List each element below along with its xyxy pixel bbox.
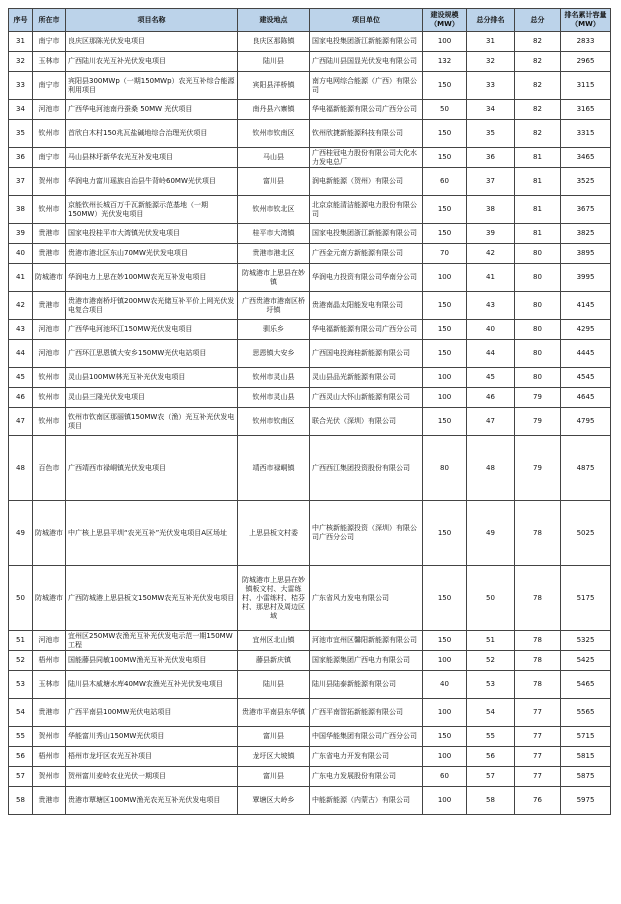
cell-city: 钦州市 — [33, 120, 66, 148]
cell-scale: 100 — [423, 264, 467, 292]
cell-score: 80 — [515, 264, 561, 292]
cell-cumulative: 3675 — [561, 196, 611, 224]
cell-rank: 50 — [467, 566, 515, 631]
table-row — [9, 120, 611, 148]
table-row — [9, 436, 611, 501]
cell-rank: 35 — [467, 120, 515, 148]
cell-score: 82 — [515, 120, 561, 148]
cell-no: 31 — [9, 32, 33, 52]
table-row — [9, 32, 611, 52]
cell-company: 广西桂冠电力股份有限公司大化水力发电总厂 — [310, 148, 423, 168]
cell-cumulative: 5975 — [561, 787, 611, 815]
cell-score: 81 — [515, 196, 561, 224]
cell-rank: 54 — [467, 699, 515, 727]
cell-city: 防城港市 — [33, 501, 66, 566]
cell-name: 广西陆川农光互补光伏发电项目 — [66, 52, 238, 72]
cell-location: 钦州市灵山县 — [238, 368, 310, 388]
cell-rank: 48 — [467, 436, 515, 501]
project-ranking-table — [8, 8, 611, 815]
cell-score: 82 — [515, 72, 561, 100]
cell-name: 广西平南县100MW光伏电站项目 — [66, 699, 238, 727]
cell-scale: 60 — [423, 168, 467, 196]
header-city: 所在市 — [33, 9, 66, 32]
cell-rank: 53 — [467, 671, 515, 699]
cell-no: 38 — [9, 196, 33, 224]
cell-company: 广西西江集团投资股份有限公司 — [310, 436, 423, 501]
cell-name: 广西环江思恩镇大安乡150MW光伏电站项目 — [66, 340, 238, 368]
cell-company: 华电福新能源有限公司广西分公司 — [310, 100, 423, 120]
cell-score: 78 — [515, 671, 561, 699]
cell-company: 中能新能源（内蒙古）有限公司 — [310, 787, 423, 815]
cell-cumulative: 3895 — [561, 244, 611, 264]
cell-name: 贵港市港北区东山70MW光伏发电项目 — [66, 244, 238, 264]
cell-location: 富川县 — [238, 168, 310, 196]
cell-no: 58 — [9, 787, 33, 815]
header-location: 建设地点 — [238, 9, 310, 32]
cell-no: 42 — [9, 292, 33, 320]
cell-name: 国能藤县同敏100MW渔光互补光伏发电项目 — [66, 651, 238, 671]
cell-rank: 36 — [467, 148, 515, 168]
table-row — [9, 368, 611, 388]
cell-cumulative: 5465 — [561, 671, 611, 699]
cell-company: 广西国电投海桂新能源有限公司 — [310, 340, 423, 368]
cell-scale: 80 — [423, 436, 467, 501]
cell-scale: 100 — [423, 651, 467, 671]
cell-cumulative: 3465 — [561, 148, 611, 168]
cell-scale: 100 — [423, 747, 467, 767]
cell-city: 南宁市 — [33, 148, 66, 168]
cell-scale: 60 — [423, 767, 467, 787]
cell-score: 77 — [515, 727, 561, 747]
cell-location: 贵港市港北区 — [238, 244, 310, 264]
cell-name: 广西靖西市禄峒镇光伏发电项目 — [66, 436, 238, 501]
cell-no: 48 — [9, 436, 33, 501]
cell-city: 南宁市 — [33, 32, 66, 52]
cell-name: 梧州市龙圩区农光互补项目 — [66, 747, 238, 767]
cell-location: 宾阳县洋桥镇 — [238, 72, 310, 100]
cell-cumulative: 5875 — [561, 767, 611, 787]
cell-name: 华能富川秀山150MW光伏项目 — [66, 727, 238, 747]
cell-rank: 57 — [467, 767, 515, 787]
cell-cumulative: 5175 — [561, 566, 611, 631]
cell-scale: 150 — [423, 631, 467, 651]
cell-no: 52 — [9, 651, 33, 671]
cell-rank: 33 — [467, 72, 515, 100]
table-row — [9, 320, 611, 340]
cell-score: 77 — [515, 767, 561, 787]
cell-no: 37 — [9, 168, 33, 196]
cell-no: 40 — [9, 244, 33, 264]
cell-scale: 150 — [423, 320, 467, 340]
table-row — [9, 224, 611, 244]
cell-cumulative: 3995 — [561, 264, 611, 292]
cell-scale: 150 — [423, 196, 467, 224]
cell-scale: 50 — [423, 100, 467, 120]
table-row — [9, 699, 611, 727]
cell-city: 玉林市 — [33, 52, 66, 72]
table-row — [9, 767, 611, 787]
cell-location: 陆川县 — [238, 671, 310, 699]
cell-company: 华电福新能源有限公司广西分公司 — [310, 320, 423, 340]
cell-rank: 43 — [467, 292, 515, 320]
cell-company: 国家电投集团浙江新能源有限公司 — [310, 32, 423, 52]
cell-location: 宜州区北山镇 — [238, 631, 310, 651]
cell-location: 防城港市上思县在妙镇板文村、大雷练村、小雷练村、桔芬村、那思村及周边区域 — [238, 566, 310, 631]
cell-score: 82 — [515, 32, 561, 52]
cell-company: 广东省风力发电有限公司 — [310, 566, 423, 631]
cell-cumulative: 3165 — [561, 100, 611, 120]
cell-company: 国家能源集团广西电力有限公司 — [310, 651, 423, 671]
header-cumulative: 排名累计容量（MW） — [561, 9, 611, 32]
cell-company: 北京京能清洁能源电力股份有限公司 — [310, 196, 423, 224]
cell-no: 46 — [9, 388, 33, 408]
cell-name: 良庆区那陈光伏发电项目 — [66, 32, 238, 52]
cell-no: 49 — [9, 501, 33, 566]
cell-cumulative: 3315 — [561, 120, 611, 148]
cell-name: 宾阳县300MWp（一期150MWp）农光互补综合能源利用项目 — [66, 72, 238, 100]
cell-location: 富川县 — [238, 727, 310, 747]
cell-rank: 55 — [467, 727, 515, 747]
cell-location: 马山县 — [238, 148, 310, 168]
cell-cumulative: 3825 — [561, 224, 611, 244]
header-rank: 总分排名 — [467, 9, 515, 32]
cell-no: 34 — [9, 100, 33, 120]
cell-scale: 150 — [423, 72, 467, 100]
table-row — [9, 148, 611, 168]
cell-cumulative: 5815 — [561, 747, 611, 767]
cell-company: 灵山县品光新能源有限公司 — [310, 368, 423, 388]
cell-cumulative: 5425 — [561, 651, 611, 671]
cell-cumulative: 5025 — [561, 501, 611, 566]
header-company: 项目单位 — [310, 9, 423, 32]
cell-rank: 46 — [467, 388, 515, 408]
cell-location: 藤县新庆镇 — [238, 651, 310, 671]
cell-cumulative: 2833 — [561, 32, 611, 52]
cell-scale: 150 — [423, 727, 467, 747]
cell-scale: 150 — [423, 408, 467, 436]
cell-city: 钦州市 — [33, 196, 66, 224]
table-row — [9, 631, 611, 651]
header-name: 项目名称 — [66, 9, 238, 32]
cell-no: 45 — [9, 368, 33, 388]
table-row — [9, 72, 611, 100]
cell-city: 贵港市 — [33, 787, 66, 815]
cell-city: 河池市 — [33, 340, 66, 368]
cell-scale: 150 — [423, 120, 467, 148]
cell-rank: 31 — [467, 32, 515, 52]
cell-name: 灵山县三隆光伏发电项目 — [66, 388, 238, 408]
cell-company: 国家电投集团浙江新能源有限公司 — [310, 224, 423, 244]
cell-city: 河池市 — [33, 631, 66, 651]
cell-no: 54 — [9, 699, 33, 727]
cell-score: 79 — [515, 388, 561, 408]
cell-rank: 49 — [467, 501, 515, 566]
cell-name: 广西防城港上思县板文150MW农光互补光伏发电项目 — [66, 566, 238, 631]
cell-no: 56 — [9, 747, 33, 767]
cell-no: 35 — [9, 120, 33, 148]
cell-city: 贵港市 — [33, 224, 66, 244]
cell-no: 55 — [9, 727, 33, 747]
cell-rank: 42 — [467, 244, 515, 264]
cell-name: 华润电力富川瑶族自治县牛背岭60MW光伏项目 — [66, 168, 238, 196]
cell-scale: 70 — [423, 244, 467, 264]
cell-name: 华润电力上思在妙100MW农光互补发电项目 — [66, 264, 238, 292]
cell-rank: 41 — [467, 264, 515, 292]
cell-name: 广西华电河池南丹蚕桑 50MW 光伏项目 — [66, 100, 238, 120]
table-row — [9, 727, 611, 747]
cell-scale: 100 — [423, 388, 467, 408]
cell-rank: 34 — [467, 100, 515, 120]
cell-city: 贺州市 — [33, 168, 66, 196]
cell-city: 钦州市 — [33, 408, 66, 436]
cell-score: 78 — [515, 651, 561, 671]
table-row — [9, 651, 611, 671]
cell-scale: 150 — [423, 224, 467, 244]
table-row — [9, 168, 611, 196]
cell-scale: 150 — [423, 566, 467, 631]
cell-location: 桂平市大湾镇 — [238, 224, 310, 244]
cell-score: 77 — [515, 747, 561, 767]
cell-city: 百色市 — [33, 436, 66, 501]
cell-no: 53 — [9, 671, 33, 699]
cell-scale: 150 — [423, 340, 467, 368]
cell-scale: 40 — [423, 671, 467, 699]
cell-city: 贵港市 — [33, 244, 66, 264]
cell-rank: 58 — [467, 787, 515, 815]
cell-city: 梧州市 — [33, 747, 66, 767]
cell-no: 36 — [9, 148, 33, 168]
cell-city: 防城港市 — [33, 264, 66, 292]
cell-city: 贵港市 — [33, 699, 66, 727]
cell-location: 富川县 — [238, 767, 310, 787]
cell-score: 82 — [515, 100, 561, 120]
table-row — [9, 264, 611, 292]
table-row — [9, 388, 611, 408]
cell-name: 贵港市覃塘区100MW渔光农光互补光伏发电项目 — [66, 787, 238, 815]
cell-city: 梧州市 — [33, 651, 66, 671]
cell-score: 77 — [515, 699, 561, 727]
cell-no: 33 — [9, 72, 33, 100]
cell-scale: 100 — [423, 699, 467, 727]
cell-name: 钦州市钦南区那丽镇150MW农（渔）光互补光伏发电项目 — [66, 408, 238, 436]
cell-cumulative: 4795 — [561, 408, 611, 436]
cell-score: 81 — [515, 148, 561, 168]
cell-location: 钦州市钦南区 — [238, 408, 310, 436]
table-row — [9, 340, 611, 368]
cell-location: 贵港市平南县东华镇 — [238, 699, 310, 727]
cell-location: 陆川县 — [238, 52, 310, 72]
cell-company: 钦州欣捷新能源科技有限公司 — [310, 120, 423, 148]
table-row — [9, 244, 611, 264]
cell-score: 81 — [515, 168, 561, 196]
cell-no: 32 — [9, 52, 33, 72]
cell-cumulative: 4875 — [561, 436, 611, 501]
cell-name: 陆川县木威塘水库40MW农渔光互补光伏发电项目 — [66, 671, 238, 699]
cell-scale: 150 — [423, 292, 467, 320]
cell-score: 76 — [515, 787, 561, 815]
cell-location: 钦州市灵山县 — [238, 388, 310, 408]
table-row — [9, 196, 611, 224]
cell-no: 51 — [9, 631, 33, 651]
cell-cumulative: 4295 — [561, 320, 611, 340]
cell-cumulative: 5715 — [561, 727, 611, 747]
cell-location: 防城港市上思县在妙镇 — [238, 264, 310, 292]
cell-rank: 45 — [467, 368, 515, 388]
cell-location: 上思县板文村委 — [238, 501, 310, 566]
cell-no: 43 — [9, 320, 33, 340]
table-row — [9, 787, 611, 815]
cell-rank: 56 — [467, 747, 515, 767]
cell-city: 贵港市 — [33, 292, 66, 320]
cell-no: 41 — [9, 264, 33, 292]
cell-location: 钦州市钦北区 — [238, 196, 310, 224]
table-row — [9, 501, 611, 566]
cell-score: 80 — [515, 244, 561, 264]
cell-cumulative: 3115 — [561, 72, 611, 100]
cell-no: 50 — [9, 566, 33, 631]
cell-scale: 150 — [423, 501, 467, 566]
cell-rank: 40 — [467, 320, 515, 340]
cell-name: 国家电投桂平市大湾镇光伏发电项目 — [66, 224, 238, 244]
cell-city: 贺州市 — [33, 727, 66, 747]
cell-location: 思恩镇大安乡 — [238, 340, 310, 368]
cell-score: 82 — [515, 52, 561, 72]
cell-score: 79 — [515, 436, 561, 501]
cell-company: 河池市宜州区馨阳新能源有限公司 — [310, 631, 423, 651]
cell-scale: 100 — [423, 32, 467, 52]
cell-cumulative: 2965 — [561, 52, 611, 72]
cell-rank: 32 — [467, 52, 515, 72]
cell-cumulative: 5565 — [561, 699, 611, 727]
cell-rank: 37 — [467, 168, 515, 196]
table-row — [9, 671, 611, 699]
cell-company: 中国华能集团有限公司广西分公司 — [310, 727, 423, 747]
cell-location: 龙圩区大坡镇 — [238, 747, 310, 767]
cell-location: 靖西市禄峒镇 — [238, 436, 310, 501]
cell-city: 防城港市 — [33, 566, 66, 631]
cell-company: 南方电网综合能源（广西）有限公司 — [310, 72, 423, 100]
cell-score: 80 — [515, 368, 561, 388]
table-body — [9, 32, 611, 815]
cell-score: 81 — [515, 224, 561, 244]
cell-company: 润电新能源（贺州）有限公司 — [310, 168, 423, 196]
cell-company: 广西金元南方新能源有限公司 — [310, 244, 423, 264]
cell-rank: 39 — [467, 224, 515, 244]
cell-company: 华润电力投资有限公司华南分公司 — [310, 264, 423, 292]
cell-location: 驯乐乡 — [238, 320, 310, 340]
table-header-row — [9, 9, 611, 32]
cell-company: 广西灵山大怀山新能源有限公司 — [310, 388, 423, 408]
cell-location: 钦州市钦南区 — [238, 120, 310, 148]
cell-cumulative: 4445 — [561, 340, 611, 368]
table-row — [9, 52, 611, 72]
cell-scale: 100 — [423, 787, 467, 815]
cell-scale: 150 — [423, 148, 467, 168]
cell-score: 80 — [515, 320, 561, 340]
cell-score: 80 — [515, 292, 561, 320]
cell-company: 广东电力发展股份有限公司 — [310, 767, 423, 787]
cell-location: 覃塘区大岭乡 — [238, 787, 310, 815]
cell-scale: 100 — [423, 368, 467, 388]
header-scale: 建设规模（MW） — [423, 9, 467, 32]
cell-location: 南丹县六寨镇 — [238, 100, 310, 120]
cell-location: 广西贵港市港南区桥圩镇 — [238, 292, 310, 320]
cell-name: 灵山县100MW林光互补光伏发电项目 — [66, 368, 238, 388]
cell-name: 贵港市港南桥圩镇200MW农光储互补平价上网光伏发电复合项目 — [66, 292, 238, 320]
cell-score: 78 — [515, 566, 561, 631]
cell-cumulative: 3525 — [561, 168, 611, 196]
cell-name: 宜州区250MW农渔光互补光伏发电示范一期150MW工程 — [66, 631, 238, 651]
cell-no: 57 — [9, 767, 33, 787]
cell-cumulative: 4645 — [561, 388, 611, 408]
cell-company: 广西平南智拓新能源有限公司 — [310, 699, 423, 727]
cell-rank: 51 — [467, 631, 515, 651]
cell-name: 贺州富川麦岭农业光伏一期项目 — [66, 767, 238, 787]
cell-no: 44 — [9, 340, 33, 368]
table-row — [9, 408, 611, 436]
cell-score: 79 — [515, 408, 561, 436]
header-score: 总分 — [515, 9, 561, 32]
cell-city: 河池市 — [33, 320, 66, 340]
cell-city: 钦州市 — [33, 388, 66, 408]
cell-city: 钦州市 — [33, 368, 66, 388]
header-no: 序号 — [9, 9, 33, 32]
cell-name: 马山县林圩新华农光互补发电项目 — [66, 148, 238, 168]
cell-cumulative: 4145 — [561, 292, 611, 320]
cell-scale: 132 — [423, 52, 467, 72]
cell-city: 南宁市 — [33, 72, 66, 100]
table-row — [9, 566, 611, 631]
cell-name: 中广核上思县平圳“农光互补”光伏发电项目A区场址 — [66, 501, 238, 566]
cell-score: 80 — [515, 340, 561, 368]
cell-rank: 38 — [467, 196, 515, 224]
cell-rank: 47 — [467, 408, 515, 436]
cell-rank: 44 — [467, 340, 515, 368]
cell-city: 河池市 — [33, 100, 66, 120]
cell-score: 78 — [515, 631, 561, 651]
cell-cumulative: 4545 — [561, 368, 611, 388]
cell-location: 良庆区那陈镇 — [238, 32, 310, 52]
cell-company: 贵港南晶太阳能发电有限公司 — [310, 292, 423, 320]
cell-company: 陆川县陆泰新能源有限公司 — [310, 671, 423, 699]
cell-no: 47 — [9, 408, 33, 436]
cell-cumulative: 5325 — [561, 631, 611, 651]
table-row — [9, 100, 611, 120]
cell-company: 中广核新能源投资（深圳）有限公司广西分公司 — [310, 501, 423, 566]
cell-city: 玉林市 — [33, 671, 66, 699]
cell-rank: 52 — [467, 651, 515, 671]
cell-score: 78 — [515, 501, 561, 566]
cell-company: 联合光伏（深圳）有限公司 — [310, 408, 423, 436]
cell-name: 首欣白木村150兆瓦盐碱地综合治理光伏项目 — [66, 120, 238, 148]
table-row — [9, 292, 611, 320]
cell-company: 广东省电力开发有限公司 — [310, 747, 423, 767]
cell-company: 广西陆川县国显光伏发电有限公司 — [310, 52, 423, 72]
cell-city: 贺州市 — [33, 767, 66, 787]
table-row — [9, 747, 611, 767]
cell-name: 广西华电河池环江150MW光伏发电项目 — [66, 320, 238, 340]
cell-name: 京能钦州长城百万千瓦新能源示范基地（一期150MW）光伏发电项目 — [66, 196, 238, 224]
cell-no: 39 — [9, 224, 33, 244]
